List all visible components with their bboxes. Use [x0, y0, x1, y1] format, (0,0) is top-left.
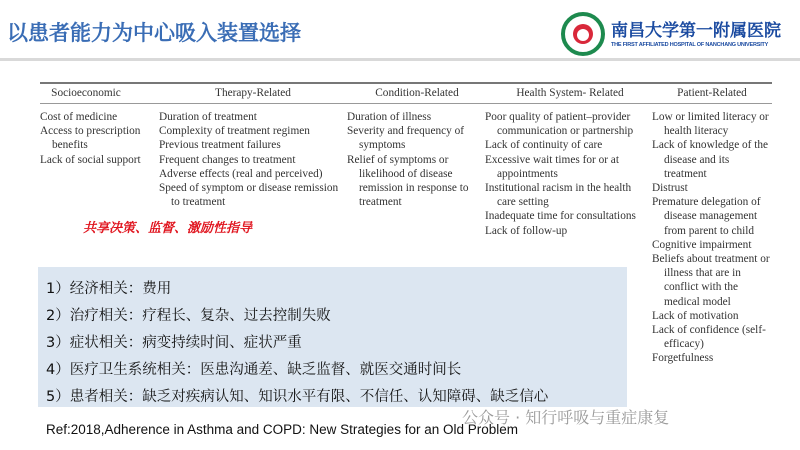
logo-cn: 南昌大学第一附属医院 — [611, 21, 781, 41]
table-cell-item: Severity and frequency of symptoms — [347, 125, 465, 152]
table-header: Condition-Related — [375, 87, 459, 99]
table-column — [159, 110, 349, 209]
table-cell-item: Lack of follow-up — [485, 224, 568, 237]
slide-title: 以患者能力为中心吸入装置选择 — [7, 21, 301, 45]
table-cell-item: Lack of continuity of care — [485, 139, 603, 152]
hospital-seal-icon — [561, 12, 605, 56]
table-cell-item: Cost of medicine — [40, 111, 118, 123]
table-cell-item: Access to prescription benefits — [40, 125, 141, 152]
summary-item: 4）医疗卫生系统相关：医患沟通差、缺乏监督、就医交通时间长 — [46, 362, 462, 378]
watermark: 公众号 · 知行呼吸与重症康复 — [462, 408, 670, 427]
table-cell-item: Institutional racism in the health care setting — [485, 182, 632, 209]
table-cell-item: Adverse effects (real and perceived) — [159, 167, 323, 180]
table-cell-item: Lack of motivation — [652, 309, 739, 322]
hospital-logo — [555, 8, 795, 58]
table-column — [40, 110, 158, 167]
table-cell-item: Premature delegation of disease management from parent to child — [652, 196, 761, 237]
table-column — [652, 110, 770, 366]
table-header: Socioeconomic — [51, 87, 121, 99]
table-header: Patient-Related — [677, 87, 747, 99]
table-cell-item: Lack of knowledge of the disease and its treatment — [652, 139, 769, 180]
table-cell-item: Distrust — [652, 182, 688, 195]
table-cell-item: Duration of illness — [347, 111, 432, 123]
table-cell-item: Lack of social support — [40, 153, 141, 166]
summary-item: 2）治疗相关：疗程长、复杂、过去控制失败 — [46, 308, 331, 324]
table-cell-item: Frequent changes to treatment — [159, 153, 296, 166]
red-annotation: 共享决策、监督、激励性指导 — [83, 221, 253, 236]
table-column — [347, 110, 482, 209]
table-cell-item: Inadequate time for consultations — [485, 210, 636, 223]
table-cell-item: Previous treatment failures — [159, 139, 281, 152]
table-cell-item: Lack of confidence (self-efficacy) — [652, 324, 766, 351]
table-cell-item: Duration of treatment — [159, 111, 257, 123]
summary-item: 5）患者相关：缺乏对疾病认知、知识水平有限、不信任、认知障碍、缺乏信心 — [46, 389, 549, 405]
summary-box — [38, 267, 627, 407]
table-cell-item: Beliefs about treatment or illness that are in conflict with the medical model — [652, 253, 770, 308]
table-cell-item: Excessive wait times for or at appointments — [485, 153, 619, 180]
logo-en: THE FIRST AFFILIATED HOSPITAL OF NANCHANG UNIVERSITY — [611, 42, 769, 48]
table-header: Therapy-Related — [215, 87, 291, 99]
table-cell-item: Poor quality of patient–provider communication or partnership — [485, 111, 634, 138]
reference: Ref:2018,Adherence in Asthma and COPD: New Strategies for an Old Problem — [46, 422, 518, 437]
table-cell-item: Complexity of treatment regimen — [159, 125, 310, 138]
header-divider — [0, 58, 800, 61]
table-cell-item: Relief of symptoms or likelihood of disease remission in response to treatment — [347, 153, 469, 209]
table-cell-item: Forgetfulness — [652, 352, 714, 365]
table-cell-item: Cognitive impairment — [652, 238, 752, 251]
summary-item: 1）经济相关：费用 — [46, 281, 172, 297]
table-cell-item: Speed of symptom or disease remission to treatment — [159, 182, 339, 209]
table-cell-item: Low or limited literacy or health literacy — [652, 111, 769, 138]
table-header: Health System- Related — [516, 87, 624, 99]
table-column — [485, 110, 650, 238]
summary-item: 3）症状相关：病变持续时间、症状严重 — [46, 335, 302, 351]
